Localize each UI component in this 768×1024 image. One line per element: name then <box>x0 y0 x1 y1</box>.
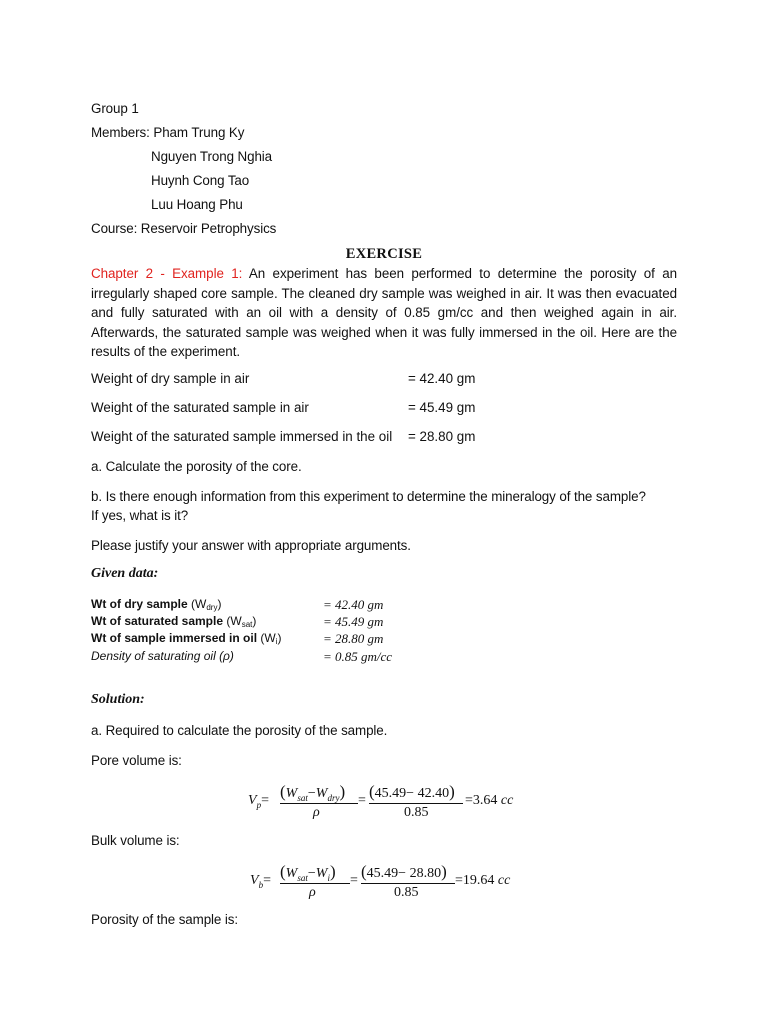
given-row-label: Wt of saturated sample $(W_{sat})$ <box>91 614 257 629</box>
solution-heading: Solution: <box>91 692 145 707</box>
problem-paragraph <box>91 264 677 362</box>
members-label: Members: <box>91 125 150 140</box>
member-name: Luu Hoang Phu <box>151 197 243 212</box>
given-row-value: = 42.40 gm <box>323 597 384 612</box>
fraction-bar <box>280 803 358 804</box>
fraction-bar <box>361 883 455 884</box>
member-name: Pham Trung Ky <box>153 125 245 140</box>
problem-text: An experiment has been performed to determine the porosity of an irregularly shaped core sample. The cleaned dry sample was weighed in air. It was then evacuated and fully saturated with an oil with a density of 0.85 gm/cc and then weighed again in air. Afterwards, the saturated sample was weighed when it was fully immersed in the oil. Here are the results of the experiment. <box>91 266 677 359</box>
given-row-value: = 45.49 gm <box>323 614 384 629</box>
members-line <box>91 125 244 141</box>
weight-value: = 45.49 gm <box>408 400 476 415</box>
weight-label: Weight of the saturated sample in air <box>91 400 309 415</box>
bulk-volume-label: Bulk volume is: <box>91 833 180 848</box>
pore-volume-label: Pore volume is: <box>91 753 182 768</box>
given-row-value: = 0.85 gm/cc <box>323 649 393 664</box>
weight-value: = 42.40 gm <box>408 371 476 386</box>
fraction-bar <box>280 883 350 884</box>
given-row-value: = 28.80 gm <box>323 631 384 646</box>
weight-label: Weight of the saturated sample immersed in the oil <box>91 429 393 444</box>
given-data-heading: Given data: <box>91 566 159 581</box>
solution-step-a: a. Required to calculate the porosity of the sample. <box>91 723 388 738</box>
course-line: Course: Reservoir Petrophysics <box>91 221 277 236</box>
document-page: Group 1 Members: Pham Trung Ky Nguyen Trong Nghia Huynh Cong Tao Luu Hoang Phu Course: Reservoir Petrophysics EXERCISE Chapter 2 - Example 1: An experiment has been performed to determine the porosity of an irregularly shaped core sample. The cleaned dry sample was weighed in air. It was then evacuated and fully saturated with an oil with a density of 0.85 gm/cc and then weighed again in air. Afterwards, the saturated sample was weighed when it was fully immersed in the oil. Here are the results of the experiment. Weight of dry sample in air = 42.40 gm Weight of the saturated sample in air = 45.49 gm Weight of the saturated sample immersed in the oil = 28.80 gm a. Calculate the porosity of the core. b. Is there enough information from this experiment to determine the mineralogy of the sample? If yes, what is it? Please justify your answer with appropriate arguments. Given data: Wt of dry sample $(W_{dry})$ = 42.40 gm Wt of saturated sample $(W_{sat})$ = 45.49 gm Wt of sample immersed in oil $(W_i)$ = 28.80 gm Density of saturating oil (ρ) = 0.85 gm/cc Solution: a. Required to calculate the porosity of the sample. Pore volume is: $V_p=$ $(W_{sat}-W_{dry})$ ρ = (45.49− 42.40) 0.85 =3.64 cc Bulk volume is: $V_b=$ $(W_{sat}-W_i)$ ρ = (45.49− 28.80) 0.85 =19.64 cc Porosity of the sample is: <box>0 0 768 1024</box>
fraction-bar <box>369 803 463 804</box>
weight-value: = 28.80 gm <box>408 429 476 444</box>
weight-label: Weight of dry sample in air <box>91 371 250 386</box>
member-name: Huynh Cong Tao <box>151 173 250 188</box>
porosity-label: Porosity of the sample is: <box>91 912 238 927</box>
question-a: a. Calculate the porosity of the core. <box>91 459 302 474</box>
chapter-reference: Chapter 2 - Example 1: <box>91 266 243 281</box>
exercise-title: EXERCISE <box>345 246 423 262</box>
given-row-label: Wt of dry sample $(W_{dry})$ <box>91 597 222 612</box>
question-b: b. Is there enough information from this experiment to determine the mineralogy of the sample? <box>91 489 646 504</box>
question-b-followup: If yes, what is it? <box>91 508 189 523</box>
member-name: Nguyen Trong Nghia <box>151 149 273 164</box>
given-row-label: Density of saturating oil (ρ) <box>91 649 234 663</box>
given-row-label: Wt of sample immersed in oil $(W_i)$ <box>91 631 282 646</box>
group-label: Group 1 <box>91 101 139 116</box>
justify-instruction: Please justify your answer with appropriate arguments. <box>91 538 411 553</box>
